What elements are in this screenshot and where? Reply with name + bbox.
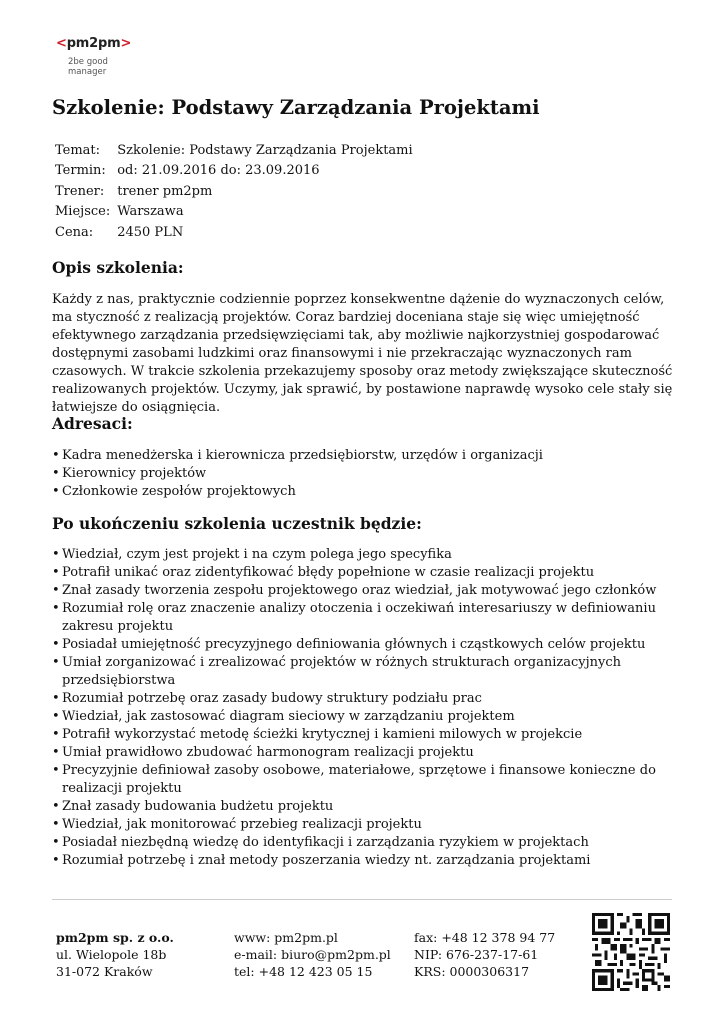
footer-www-link[interactable]: www: pm2pm.pl (234, 930, 338, 945)
logo-tagline: 2be good manager (68, 57, 108, 77)
section-heading-outcomes: Po ukończeniu szkolenia uczestnik będzie: (52, 514, 422, 533)
list-item: • Znał zasady tworzenia zespołu projektowego oraz wiedział, jak motywować jego członków (52, 583, 657, 598)
list-item: • Rozumiał potrzebę i znał metody poszerzania wiedzy nt. zarządzania projektami (52, 853, 591, 868)
list-item: • Rozumiał potrzebę oraz zasady budowy struktury podziału prac (52, 691, 482, 706)
list-item: • Precyzyjnie definiował zasoby osobowe, materiałowe, sprzętowe i finansowe konieczne do realizacji projektu (52, 763, 656, 796)
footer-contact (234, 929, 391, 980)
outcomes-list (52, 546, 682, 870)
footer-email-link[interactable]: e-mail: biuro@pm2pm.pl (234, 947, 391, 962)
list-item: • Wiedział, jak zastosować diagram sieciowy w zarządzaniu projektem (52, 709, 515, 724)
qr-code-icon (592, 913, 670, 991)
list-item: • Rozumiał rolę oraz znaczenie analizy otoczenia i oczekiwań interesariuszy w definiowaniu zakresu projektu (52, 601, 656, 634)
list-item: • Potrafił unikać oraz zidentyfikować błędy popełnione w czasie realizacji projektu (52, 565, 595, 580)
audience-list (52, 447, 682, 501)
footer-registry (414, 929, 555, 980)
list-item: • Wiedział, czym jest projekt i na czym polega jego specyfika (52, 547, 452, 562)
list-item: • Znał zasady budowania budżetu projektu (52, 799, 334, 814)
list-item: • Kierownicy projektów (52, 466, 207, 481)
list-item: • Posiadał niezbędną wiedzę do identyfikacji i zarządzania ryzykiem w projektach (52, 835, 589, 850)
list-item: • Potrafił wykorzystać metodę ścieżki krytycznej i kamieni milowych w projekcie (52, 727, 583, 742)
detail-row-date: Termin: od: 21.09.2016 do: 23.09.2016 (55, 163, 320, 179)
footer-krs: KRS: 0000306317 (414, 964, 530, 979)
page-title: Szkolenie: Podstawy Zarządzania Projektami (52, 96, 540, 119)
footer-phone: tel: +48 12 423 05 15 (234, 964, 373, 979)
logo-wordmark: <pm2pm> (56, 36, 132, 51)
footer-divider (52, 899, 672, 900)
footer-fax: fax: +48 12 378 94 77 (414, 930, 556, 945)
footer-company-name: pm2pm sp. z o.o. (56, 930, 174, 945)
list-item: • Kadra menedżerska i kierownicza przedsiębiorstw, urzędów i organizacji (52, 448, 543, 463)
detail-row-trainer: Trener: trener pm2pm (55, 183, 213, 199)
footer-street: ul. Wielopole 18b (56, 947, 167, 962)
list-item: • Posiadał umiejętność precyzyjnego definiowania głównych i cząstkowych celów projektu (52, 637, 646, 652)
list-item: • Wiedział, jak monitorować przebieg realizacji projektu (52, 817, 422, 832)
footer-address (56, 929, 174, 980)
footer-city: 31-072 Kraków (56, 964, 153, 979)
section-heading-description: Opis szkolenia: (52, 258, 184, 277)
detail-row-place: Miejsce: Warszawa (55, 204, 184, 220)
company-logo (56, 36, 131, 77)
detail-row-price: Cena: 2450 PLN (55, 224, 184, 240)
list-item: • Umiał zorganizować i zrealizować projektów w różnych strukturach organizacyjnych przedsiębiorstwa (52, 655, 621, 688)
list-item: • Członkowie zespołów projektowych (52, 484, 296, 499)
course-details (52, 140, 415, 243)
detail-row-topic: Temat: Szkolenie: Podstawy Zarządzania Projektami (55, 142, 413, 158)
footer-nip: NIP: 676-237-17-61 (414, 947, 539, 962)
description-paragraph: Każdy z nas, praktycznie codziennie poprzez konsekwentne dążenie do wyznaczonych celów, ma styczność z realizacją projektów. Coraz bardziej doceniana staje się więc umiejętność efektywnego zarządzania przedsięwzięciami tak, aby możliwie najkorzystniej gospodarować dostępnymi zasobami ludzkimi oraz finansowymi i nie przekraczając wyznaczonych ram czasowych. W trakcie szkolenia przekazujemy sposoby oraz metody zwiększające skuteczność realizowanych projektów. Uczymy, jak sprawić, by postawione naprawdę wysoko cele stały się łatwiejsze do osiągnięcia. (52, 292, 673, 415)
section-heading-audience: Adresaci: (52, 414, 133, 433)
list-item: • Umiał prawidłowo zbudować harmonogram realizacji projektu (52, 745, 474, 760)
